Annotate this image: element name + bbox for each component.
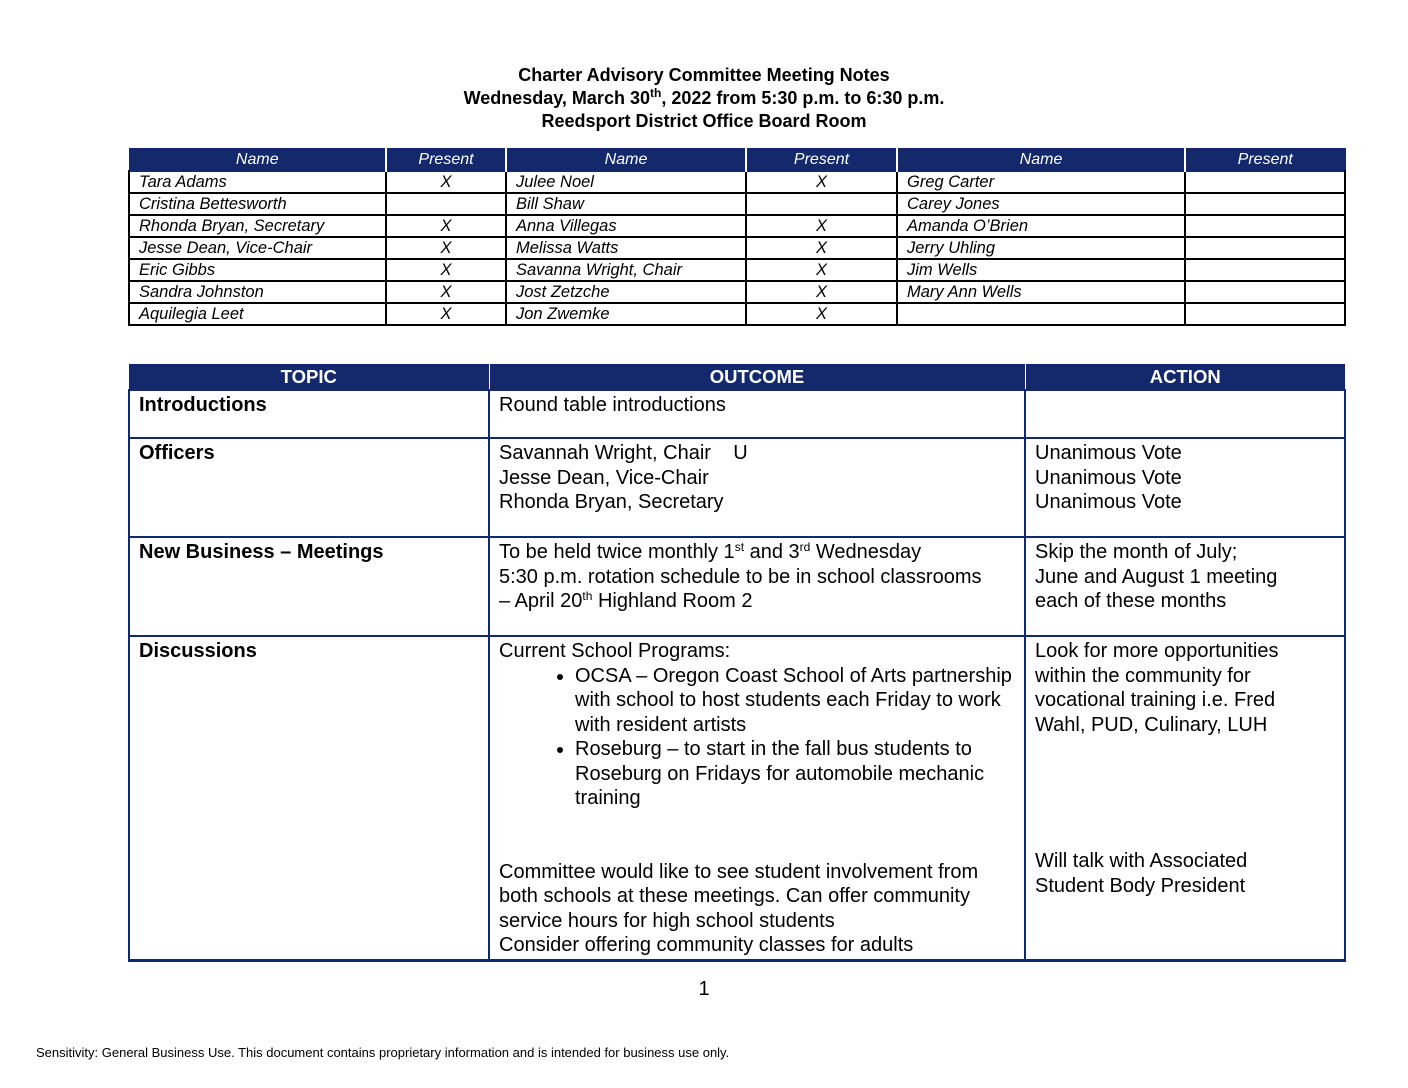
attendance-row <box>129 259 1345 281</box>
meeting-date: Wednesday, March 30th, 2022 from 5:30 p.m. to 6:30 p.m. <box>463 86 945 108</box>
action-line: vocational training i.e. Fred <box>1035 689 1276 711</box>
present-mark: X <box>746 259 897 281</box>
present-mark: X <box>386 303 506 325</box>
action-line: each of these months <box>1035 590 1227 612</box>
present-mark: X <box>746 237 897 259</box>
present-mark <box>1185 171 1345 193</box>
meeting-location: Reedsport District Office Board Room <box>541 111 867 131</box>
attendance-row <box>129 193 1345 215</box>
member-name: Jon Zwemke <box>506 303 746 325</box>
topics-table <box>128 364 1346 962</box>
topic-row-officers <box>129 438 1345 537</box>
topic-row-introductions <box>129 390 1345 438</box>
action-line: Look for more opportunities <box>1035 640 1279 662</box>
attendance-row <box>129 171 1345 193</box>
topic-cell: New Business – Meetings <box>129 537 489 636</box>
outcome-line: Current School Programs: <box>499 640 731 662</box>
action-cell <box>1025 636 1345 960</box>
present-mark: X <box>746 281 897 303</box>
outcome-line: Savannah Wright, Chair U <box>499 442 748 464</box>
document-title: Charter Advisory Committee Meeting Notes <box>518 65 890 85</box>
present-mark <box>1185 193 1345 215</box>
action-line: Unanimous Vote <box>1035 466 1182 489</box>
attendance-header-present: Present <box>746 149 897 172</box>
member-name: Melissa Watts <box>506 237 746 259</box>
member-name: Jerry Uhling <box>897 237 1185 259</box>
topic-cell: Introductions <box>129 390 489 438</box>
outcome-line: To be held twice monthly 1st and 3rd Wednesday <box>499 540 922 563</box>
action-cell <box>1025 537 1345 636</box>
present-mark <box>1185 281 1345 303</box>
outcome-cell: Round table introductions <box>489 390 1025 438</box>
action-line: Skip the month of July; <box>1035 541 1238 563</box>
list-item: • OCSA – Oregon Coast School of Arts partnership with school to host students each Friday to work with resident artists <box>575 664 1015 738</box>
member-name: Savanna Wright, Chair <box>506 259 746 281</box>
program-list <box>499 664 1015 811</box>
document-header <box>0 64 1408 133</box>
member-name: Anna Villegas <box>506 215 746 237</box>
topic-row-discussions <box>129 636 1345 960</box>
action-cell <box>1025 390 1345 438</box>
action-line: Wahl, PUD, Culinary, LUH <box>1035 713 1268 736</box>
attendance-row <box>129 215 1345 237</box>
present-mark <box>1185 237 1345 259</box>
present-mark: X <box>386 215 506 237</box>
outcome-line: Consider offering community classes for adults <box>499 934 914 956</box>
attendance-row <box>129 303 1345 325</box>
member-name: Jesse Dean, Vice-Chair <box>129 237 386 259</box>
outcome-line: – April 20th Highland Room 2 <box>499 589 753 612</box>
attendance-row <box>129 237 1345 259</box>
member-name: Sandra Johnston <box>129 281 386 303</box>
present-mark <box>746 193 897 215</box>
list-item: • Roseburg – to start in the fall bus students to Roseburg on Fridays for automobile mechanic training <box>575 737 1015 811</box>
outcome-line: Committee would like to see student involvement from <box>499 860 979 883</box>
member-name: Amanda O’Brien <box>897 215 1185 237</box>
outcome-column-header: OUTCOME <box>489 364 1025 390</box>
attendance-table <box>128 148 1346 326</box>
attendance-header-row <box>129 149 1345 172</box>
action-line: Student Body President <box>1035 874 1246 897</box>
member-name <box>897 303 1185 325</box>
topic-row-new-business <box>129 537 1345 636</box>
present-mark: X <box>746 171 897 193</box>
outcome-cell <box>489 438 1025 537</box>
present-mark: X <box>746 215 897 237</box>
present-mark: X <box>386 259 506 281</box>
present-mark: X <box>386 237 506 259</box>
action-line: within the community for <box>1035 664 1251 687</box>
action-line: Will talk with Associated <box>1035 850 1248 872</box>
outcome-line: service hours for high school students <box>499 909 835 932</box>
topic-cell: Officers <box>129 438 489 537</box>
attendance-row <box>129 281 1345 303</box>
present-mark: X <box>386 171 506 193</box>
member-name: Julee Noel <box>506 171 746 193</box>
action-line: Unanimous Vote <box>1035 442 1182 464</box>
topics-header-row <box>129 364 1345 390</box>
outcome-line: 5:30 p.m. rotation schedule to be in school classrooms <box>499 565 982 588</box>
member-name: Bill Shaw <box>506 193 746 215</box>
sensitivity-footer: Sensitivity: General Business Use. This document contains proprietary information and is intended for business use only. <box>36 1045 730 1060</box>
present-mark <box>1185 259 1345 281</box>
present-mark <box>386 193 506 215</box>
topic-cell: Discussions <box>129 636 489 960</box>
present-mark <box>1185 215 1345 237</box>
member-name: Rhonda Bryan, Secretary <box>129 215 386 237</box>
outcome-cell <box>489 537 1025 636</box>
attendance-header-name: Name <box>897 149 1185 172</box>
attendance-header-present: Present <box>386 149 506 172</box>
outcome-line: both schools at these meetings. Can offer community <box>499 885 970 907</box>
action-column-header: ACTION <box>1025 364 1345 390</box>
attendance-header-name: Name <box>129 149 386 172</box>
member-name: Carey Jones <box>897 193 1185 215</box>
member-name: Cristina Bettesworth <box>129 193 386 215</box>
member-name: Jost Zetzche <box>506 281 746 303</box>
action-line: June and August 1 meeting <box>1035 565 1278 588</box>
present-mark: X <box>386 281 506 303</box>
outcome-cell <box>489 636 1025 960</box>
outcome-line: Rhonda Bryan, Secretary <box>499 491 724 513</box>
member-name: Mary Ann Wells <box>897 281 1185 303</box>
outcome-line: Jesse Dean, Vice-Chair <box>499 466 709 489</box>
member-name: Tara Adams <box>129 171 386 193</box>
present-mark <box>1185 303 1345 325</box>
member-name: Eric Gibbs <box>129 259 386 281</box>
member-name: Aquilegia Leet <box>129 303 386 325</box>
attendance-header-name: Name <box>506 149 746 172</box>
topic-column-header: TOPIC <box>129 364 489 390</box>
action-cell <box>1025 438 1345 537</box>
member-name: Greg Carter <box>897 171 1185 193</box>
attendance-header-present: Present <box>1185 149 1345 172</box>
action-line: Unanimous Vote <box>1035 491 1182 513</box>
page-number: 1 <box>698 978 710 1000</box>
member-name: Jim Wells <box>897 259 1185 281</box>
present-mark: X <box>746 303 897 325</box>
